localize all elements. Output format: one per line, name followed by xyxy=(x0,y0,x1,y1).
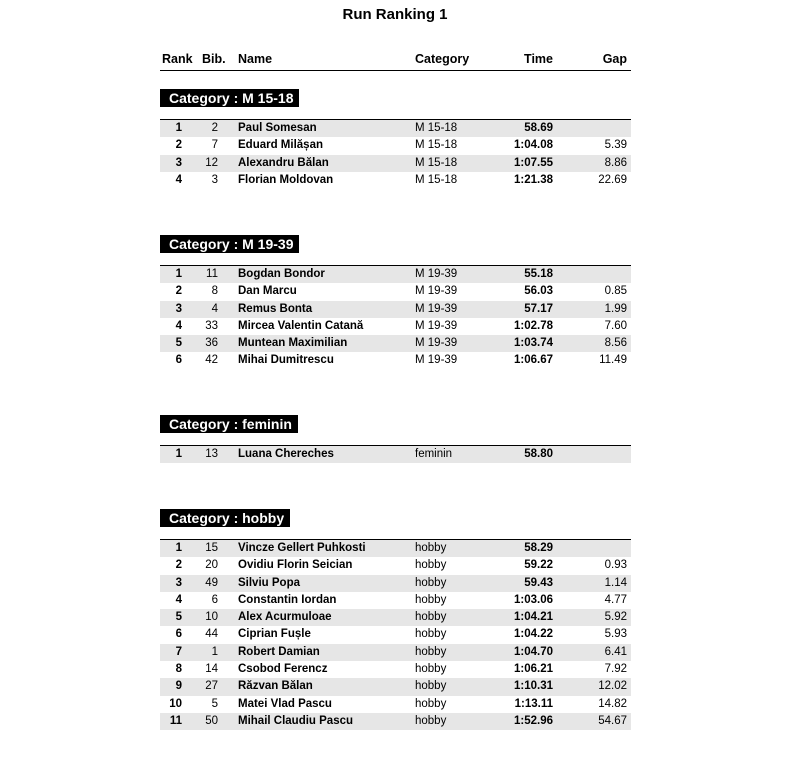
table-row xyxy=(160,678,631,695)
table-row xyxy=(160,626,631,643)
rank-cell: 4 xyxy=(175,319,182,332)
category-cell: M 15-18 xyxy=(415,122,458,134)
time-cell: 1:04.21 xyxy=(513,611,553,624)
gap-cell: 7.60 xyxy=(604,319,627,332)
category-cell: M 15-18 xyxy=(415,173,458,186)
category-cell: M 19-39 xyxy=(415,319,458,332)
category-cell: hobby xyxy=(415,697,447,710)
time-cell: 1:10.31 xyxy=(513,680,553,693)
table-row xyxy=(160,713,631,730)
athlete-name-cell: Vincze Gellert Puhkosti xyxy=(238,542,366,554)
rank-cell: 10 xyxy=(169,697,182,710)
time-cell: 1:06.67 xyxy=(513,354,553,367)
ranking-table xyxy=(160,445,631,463)
column-header-row xyxy=(160,52,631,71)
athlete-name-cell: Mihai Dumitrescu xyxy=(238,354,334,367)
time-cell: 57.17 xyxy=(524,302,553,315)
rank-cell: 7 xyxy=(175,645,182,658)
bib-cell: 15 xyxy=(205,542,218,554)
time-cell: 1:03.74 xyxy=(513,337,553,350)
athlete-name-cell: Matei Vlad Pascu xyxy=(238,697,332,710)
bib-cell: 50 xyxy=(205,714,218,727)
table-row xyxy=(160,661,631,678)
table-row xyxy=(160,335,631,352)
bib-cell: 12 xyxy=(205,156,218,169)
gap-cell: 12.02 xyxy=(598,680,627,693)
gap-cell: 1.14 xyxy=(604,576,627,589)
bib-cell: 33 xyxy=(205,319,218,332)
athlete-name-cell: Luana Chereches xyxy=(238,448,334,460)
category-cell: M 19-39 xyxy=(415,302,458,315)
time-cell: 1:04.08 xyxy=(513,139,553,152)
bib-cell: 14 xyxy=(205,663,218,676)
category-cell: hobby xyxy=(415,663,447,676)
category-cell: hobby xyxy=(415,680,447,693)
rank-cell: 2 xyxy=(175,285,182,298)
table-row xyxy=(160,283,631,300)
athlete-name-cell: Muntean Maximilian xyxy=(238,337,348,350)
time-cell: 1:04.22 xyxy=(513,628,553,641)
rank-cell: 1 xyxy=(175,542,182,554)
category-section-hobby xyxy=(160,509,631,730)
time-cell: 58.69 xyxy=(524,122,553,134)
category-cell: hobby xyxy=(415,714,447,727)
athlete-name-cell: Csobod Ferencz xyxy=(238,663,328,676)
rank-cell: 8 xyxy=(175,663,182,676)
gap-cell: 11.49 xyxy=(599,354,627,367)
rank-cell: 3 xyxy=(175,302,182,315)
time-cell: 1:07.55 xyxy=(513,156,553,169)
category-cell: M 19-39 xyxy=(415,268,458,280)
category-heading: Category : M 15-18 xyxy=(160,89,299,107)
table-row xyxy=(160,644,631,661)
bib-cell: 27 xyxy=(205,680,218,693)
time-cell: 1:52.96 xyxy=(513,714,553,727)
bib-cell: 4 xyxy=(211,302,218,315)
time-cell: 1:13.11 xyxy=(514,697,553,710)
gap-cell: 7.92 xyxy=(604,663,627,676)
athlete-name-cell: Alex Acurmuloae xyxy=(238,611,332,624)
athlete-name-cell: Remus Bonta xyxy=(238,302,313,315)
bib-cell: 11 xyxy=(206,268,218,280)
category-cell: M 15-18 xyxy=(415,156,458,169)
category-cell: hobby xyxy=(415,576,447,589)
bib-cell: 36 xyxy=(205,337,218,350)
athlete-name-cell: Mircea Valentin Catană xyxy=(238,319,364,332)
category-cell: feminin xyxy=(415,448,453,460)
athlete-name-cell: Răzvan Bălan xyxy=(238,680,313,693)
bib-cell: 2 xyxy=(211,122,218,134)
gap-cell: 5.93 xyxy=(604,628,627,641)
time-cell: 1:04.70 xyxy=(513,645,553,658)
table-row xyxy=(160,318,631,335)
athlete-name-cell: Ovidiu Florin Seician xyxy=(238,559,353,572)
gap-cell: 5.39 xyxy=(604,139,627,152)
bib-cell: 44 xyxy=(205,628,218,641)
rank-cell: 3 xyxy=(175,576,182,589)
category-cell: hobby xyxy=(415,593,447,606)
bib-cell: 42 xyxy=(205,354,218,367)
table-row xyxy=(160,137,631,154)
gap-cell: 6.41 xyxy=(604,645,627,658)
bib-cell: 8 xyxy=(211,285,218,298)
time-cell: 1:06.21 xyxy=(513,663,553,676)
gap-cell: 1.99 xyxy=(604,302,627,315)
athlete-name-cell: Robert Damian xyxy=(238,645,320,658)
rank-cell: 2 xyxy=(175,139,182,152)
bib-cell: 49 xyxy=(205,576,218,589)
table-row xyxy=(160,575,631,592)
rank-cell: 4 xyxy=(175,173,182,186)
category-heading: Category : hobby xyxy=(160,509,290,527)
category-cell: M 15-18 xyxy=(415,139,458,152)
gap-cell: 54.67 xyxy=(598,714,627,727)
time-cell: 1:03.06 xyxy=(513,593,553,606)
athlete-name-cell: Bogdan Bondor xyxy=(238,268,325,280)
category-section-m-15-18 xyxy=(160,89,631,189)
column-header-time: Time xyxy=(524,52,553,66)
column-header-bib: Bib. xyxy=(202,52,226,66)
gap-cell: 8.56 xyxy=(604,337,627,350)
category-cell: M 19-39 xyxy=(415,337,458,350)
category-section-m-19-39 xyxy=(160,235,631,370)
rank-cell: 2 xyxy=(175,559,182,572)
table-row xyxy=(160,540,631,557)
table-row xyxy=(160,120,631,137)
category-cell: hobby xyxy=(415,542,447,554)
category-cell: hobby xyxy=(415,645,447,658)
bib-cell: 1 xyxy=(211,645,218,658)
athlete-name-cell: Florian Moldovan xyxy=(238,173,334,186)
table-row xyxy=(160,172,631,189)
athlete-name-cell: Ciprian Fușle xyxy=(238,628,311,641)
column-header-rank: Rank xyxy=(162,52,193,66)
bib-cell: 7 xyxy=(211,139,218,152)
rank-cell: 5 xyxy=(175,337,182,350)
table-row xyxy=(160,352,631,369)
ranking-table xyxy=(160,119,631,189)
gap-cell: 0.85 xyxy=(604,285,627,298)
table-row xyxy=(160,301,631,318)
rank-cell: 1 xyxy=(175,448,182,460)
gap-cell: 5.92 xyxy=(604,611,627,624)
rank-cell: 1 xyxy=(175,268,182,280)
bib-cell: 20 xyxy=(205,559,218,572)
category-cell: M 19-39 xyxy=(415,285,458,298)
table-row xyxy=(160,592,631,609)
athlete-name-cell: Paul Somesan xyxy=(238,122,317,134)
table-row xyxy=(160,557,631,574)
column-header-gap: Gap xyxy=(602,52,627,66)
bib-cell: 5 xyxy=(211,697,218,710)
rank-cell: 3 xyxy=(175,156,182,169)
category-cell: hobby xyxy=(415,611,447,624)
table-row xyxy=(160,609,631,626)
category-heading: Category : M 19-39 xyxy=(160,235,299,253)
gap-cell: 14.82 xyxy=(598,697,627,710)
column-header-name: Name xyxy=(238,52,273,66)
time-cell: 1:21.38 xyxy=(513,173,553,186)
category-cell: hobby xyxy=(415,559,447,572)
rank-cell: 1 xyxy=(175,122,182,134)
category-cell: hobby xyxy=(415,628,447,641)
athlete-name-cell: Alexandru Bălan xyxy=(238,156,329,169)
bib-cell: 6 xyxy=(211,593,218,606)
time-cell: 58.80 xyxy=(524,448,553,460)
time-cell: 59.22 xyxy=(524,559,553,572)
gap-cell: 0.93 xyxy=(604,559,627,572)
gap-cell: 22.69 xyxy=(598,173,627,186)
bib-cell: 13 xyxy=(205,448,218,460)
rank-cell: 6 xyxy=(175,354,182,367)
table-row xyxy=(160,155,631,172)
time-cell: 56.03 xyxy=(524,285,553,298)
category-heading: Category : feminin xyxy=(160,415,298,433)
ranking-table xyxy=(160,539,631,730)
rank-cell: 5 xyxy=(175,611,182,624)
rank-cell: 4 xyxy=(175,593,182,606)
category-section-feminin xyxy=(160,415,631,463)
column-header-category: Category xyxy=(415,52,470,66)
gap-cell: 4.77 xyxy=(604,593,627,606)
table-row xyxy=(160,446,631,463)
time-cell: 58.29 xyxy=(524,542,553,554)
athlete-name-cell: Mihail Claudiu Pascu xyxy=(238,714,354,727)
table-row xyxy=(160,266,631,283)
time-cell: 59.43 xyxy=(524,576,553,589)
time-cell: 1:02.78 xyxy=(513,319,553,332)
gap-cell: 8.86 xyxy=(604,156,627,169)
bib-cell: 10 xyxy=(205,611,218,624)
athlete-name-cell: Dan Marcu xyxy=(238,285,297,298)
ranking-table xyxy=(160,265,631,370)
athlete-name-cell: Constantin Iordan xyxy=(238,593,337,606)
bib-cell: 3 xyxy=(211,173,218,186)
athlete-name-cell: Eduard Milășan xyxy=(238,139,323,152)
athlete-name-cell: Silviu Popa xyxy=(238,576,300,589)
time-cell: 55.18 xyxy=(524,268,553,280)
rank-cell: 11 xyxy=(169,714,182,727)
category-cell: M 19-39 xyxy=(415,354,458,367)
rank-cell: 6 xyxy=(175,628,182,641)
rank-cell: 9 xyxy=(175,680,182,693)
report-title: Run Ranking 1 xyxy=(342,6,448,23)
table-row xyxy=(160,696,631,713)
